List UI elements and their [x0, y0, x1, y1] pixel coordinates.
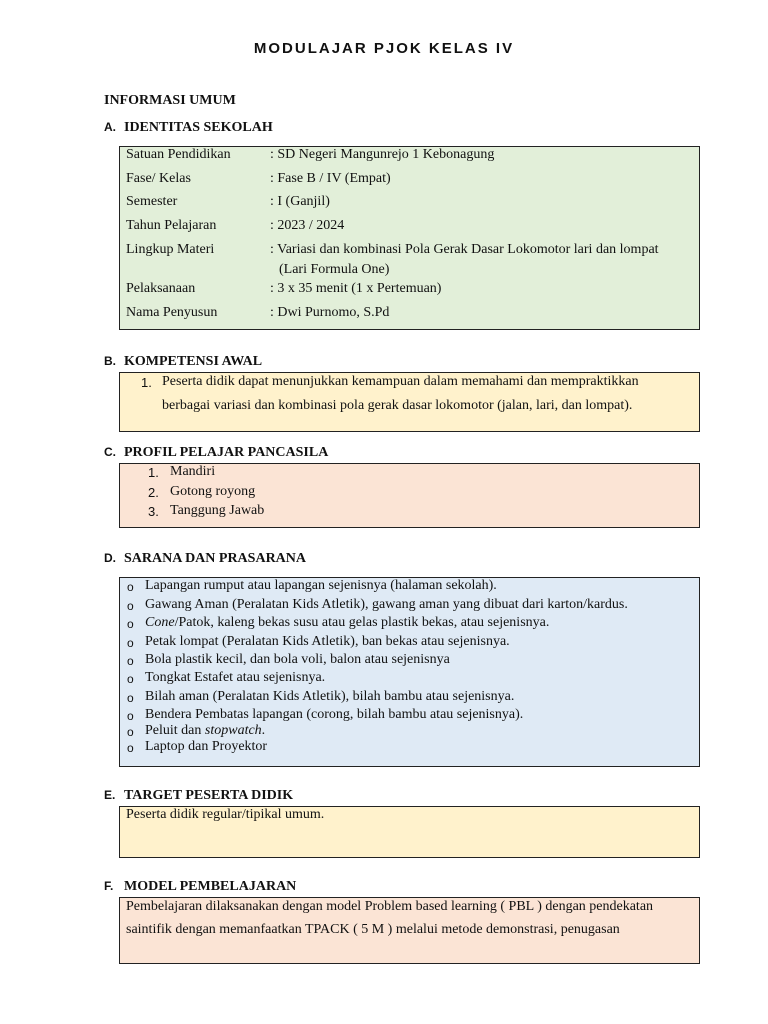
section-c-letter: C.: [104, 445, 116, 459]
section-d-title: SARANA DAN PRASARANA: [124, 551, 307, 566]
list-text: Tongkat Estafet atau sejenisnya.: [145, 670, 326, 685]
section-b-title: KOMPETENSI AWAL: [124, 354, 263, 369]
peluit-post: .: [261, 723, 266, 738]
bullet-icon: o: [127, 741, 134, 755]
section-f-heading: [104, 879, 296, 895]
section-c-heading: [104, 445, 328, 461]
bullet-icon: o: [127, 636, 134, 650]
cone-emphasis: Cone: [145, 615, 175, 630]
section-b-letter: B.: [104, 354, 116, 368]
bullet-icon: o: [127, 725, 134, 739]
profile-box: [119, 463, 700, 528]
list-text: Bilah aman (Peralatan Kids Atletik), bilah bambu atau sejenisnya.: [145, 689, 515, 704]
model-box: [119, 897, 700, 964]
section-e-heading: [104, 788, 293, 804]
list-text: [145, 615, 549, 631]
peluit-pre: Peluit dan: [145, 723, 205, 738]
bullet-icon: o: [127, 672, 134, 686]
identity-value: : 3 x 35 menit (1 x Pertemuan): [270, 281, 442, 296]
list-text: Lapangan rumput atau lapangan sejenisnya (halaman sekolah).: [145, 578, 497, 593]
identity-label: Tahun Pelajaran: [126, 218, 217, 233]
section-f-title: MODEL PEMBELAJARAN: [124, 879, 297, 894]
identity-label: Pelaksanaan: [126, 281, 196, 296]
section-a-letter: A.: [104, 120, 116, 134]
section-e-title: TARGET PESERTA DIDIK: [124, 788, 294, 803]
list-number: 3.: [148, 504, 159, 519]
section-e-letter: E.: [104, 788, 116, 802]
section-d-heading: [104, 551, 306, 567]
list-text: Bendera Pembatas lapangan (corong, bilah bambu atau sejenisnya).: [145, 707, 524, 722]
list-number: 1.: [148, 465, 159, 480]
facilities-box: [119, 577, 700, 767]
section-b-heading: [104, 354, 262, 370]
bullet-icon: o: [127, 599, 134, 613]
identity-label: Satuan Pendidikan: [126, 147, 231, 162]
target-box: [119, 806, 700, 858]
competency-line-2: berbagai variasi dan kombinasi pola gerak dasar lokomotor (jalan, lari, dan lompat).: [162, 398, 633, 413]
model-line-1: Pembelajaran dilaksanakan dengan model Problem based learning ( PBL ) dengan pendekatan: [126, 899, 654, 914]
identity-label: Lingkup Materi: [126, 242, 215, 257]
identity-value: : Dwi Purnomo, S.Pd: [270, 305, 390, 320]
competency-box: [119, 372, 700, 432]
stopwatch-emphasis: stopwatch: [204, 723, 262, 738]
list-text: Mandiri: [170, 464, 216, 479]
section-f-letter: F.: [104, 879, 114, 893]
list-text: Tanggung Jawab: [170, 503, 265, 518]
section-a-heading: [104, 120, 273, 136]
bullet-icon: o: [127, 617, 134, 631]
info-heading: INFORMASI UMUM: [104, 93, 236, 108]
identity-label: Semester: [126, 194, 178, 209]
identity-value: : I (Ganjil): [270, 194, 330, 209]
section-d-letter: D.: [104, 551, 116, 565]
bullet-icon: o: [127, 691, 134, 705]
bullet-icon: o: [127, 654, 134, 668]
model-line-2: saintifik dengan memanfaatkan TPACK ( 5 M ) melalui metode demonstrasi, penugasan: [126, 922, 620, 937]
identity-value: : Fase B / IV (Empat): [270, 171, 391, 186]
identity-table: [119, 146, 700, 330]
list-text: Gawang Aman (Peralatan Kids Atletik), gawang aman yang dibuat dari karton/kardus.: [145, 597, 628, 612]
list-number: 2.: [148, 485, 159, 500]
bullet-icon: o: [127, 580, 134, 594]
section-c-title: PROFIL PELAJAR PANCASILA: [124, 445, 329, 460]
target-text: Peserta didik regular/tipikal umum.: [126, 807, 325, 822]
document-title: MODULAJAR PJOK KELAS IV: [253, 40, 515, 57]
identity-label: Fase/ Kelas: [126, 171, 191, 186]
identity-value-continued: (Lari Formula One): [279, 262, 390, 277]
list-text: Bola plastik kecil, dan bola voli, balon atau sejenisnya: [145, 652, 450, 667]
bullet-icon: o: [127, 709, 134, 723]
list-text: Petak lompat (Peralatan Kids Atletik), ban bekas atau sejenisnya.: [145, 634, 510, 649]
list-text: Laptop dan Proyektor: [145, 739, 268, 754]
list-text: [145, 723, 265, 739]
list-number: 1.: [141, 375, 152, 390]
identity-value: : SD Negeri Mangunrejo 1 Kebonagung: [270, 147, 495, 162]
competency-line-1: Peserta didik dapat menunjukkan kemampuan dalam memahami dan mempraktikkan: [162, 374, 639, 389]
identity-value: : 2023 / 2024: [270, 218, 345, 233]
identity-label: Nama Penyusun: [126, 305, 218, 320]
section-a-title: IDENTITAS SEKOLAH: [124, 120, 273, 135]
cone-rest: /Patok, kaleng bekas susu atau gelas plastik bekas, atau sejenisnya.: [174, 615, 550, 630]
list-text: Gotong royong: [170, 484, 256, 499]
identity-value: : Variasi dan kombinasi Pola Gerak Dasar Lokomotor lari dan lompat: [270, 242, 659, 257]
